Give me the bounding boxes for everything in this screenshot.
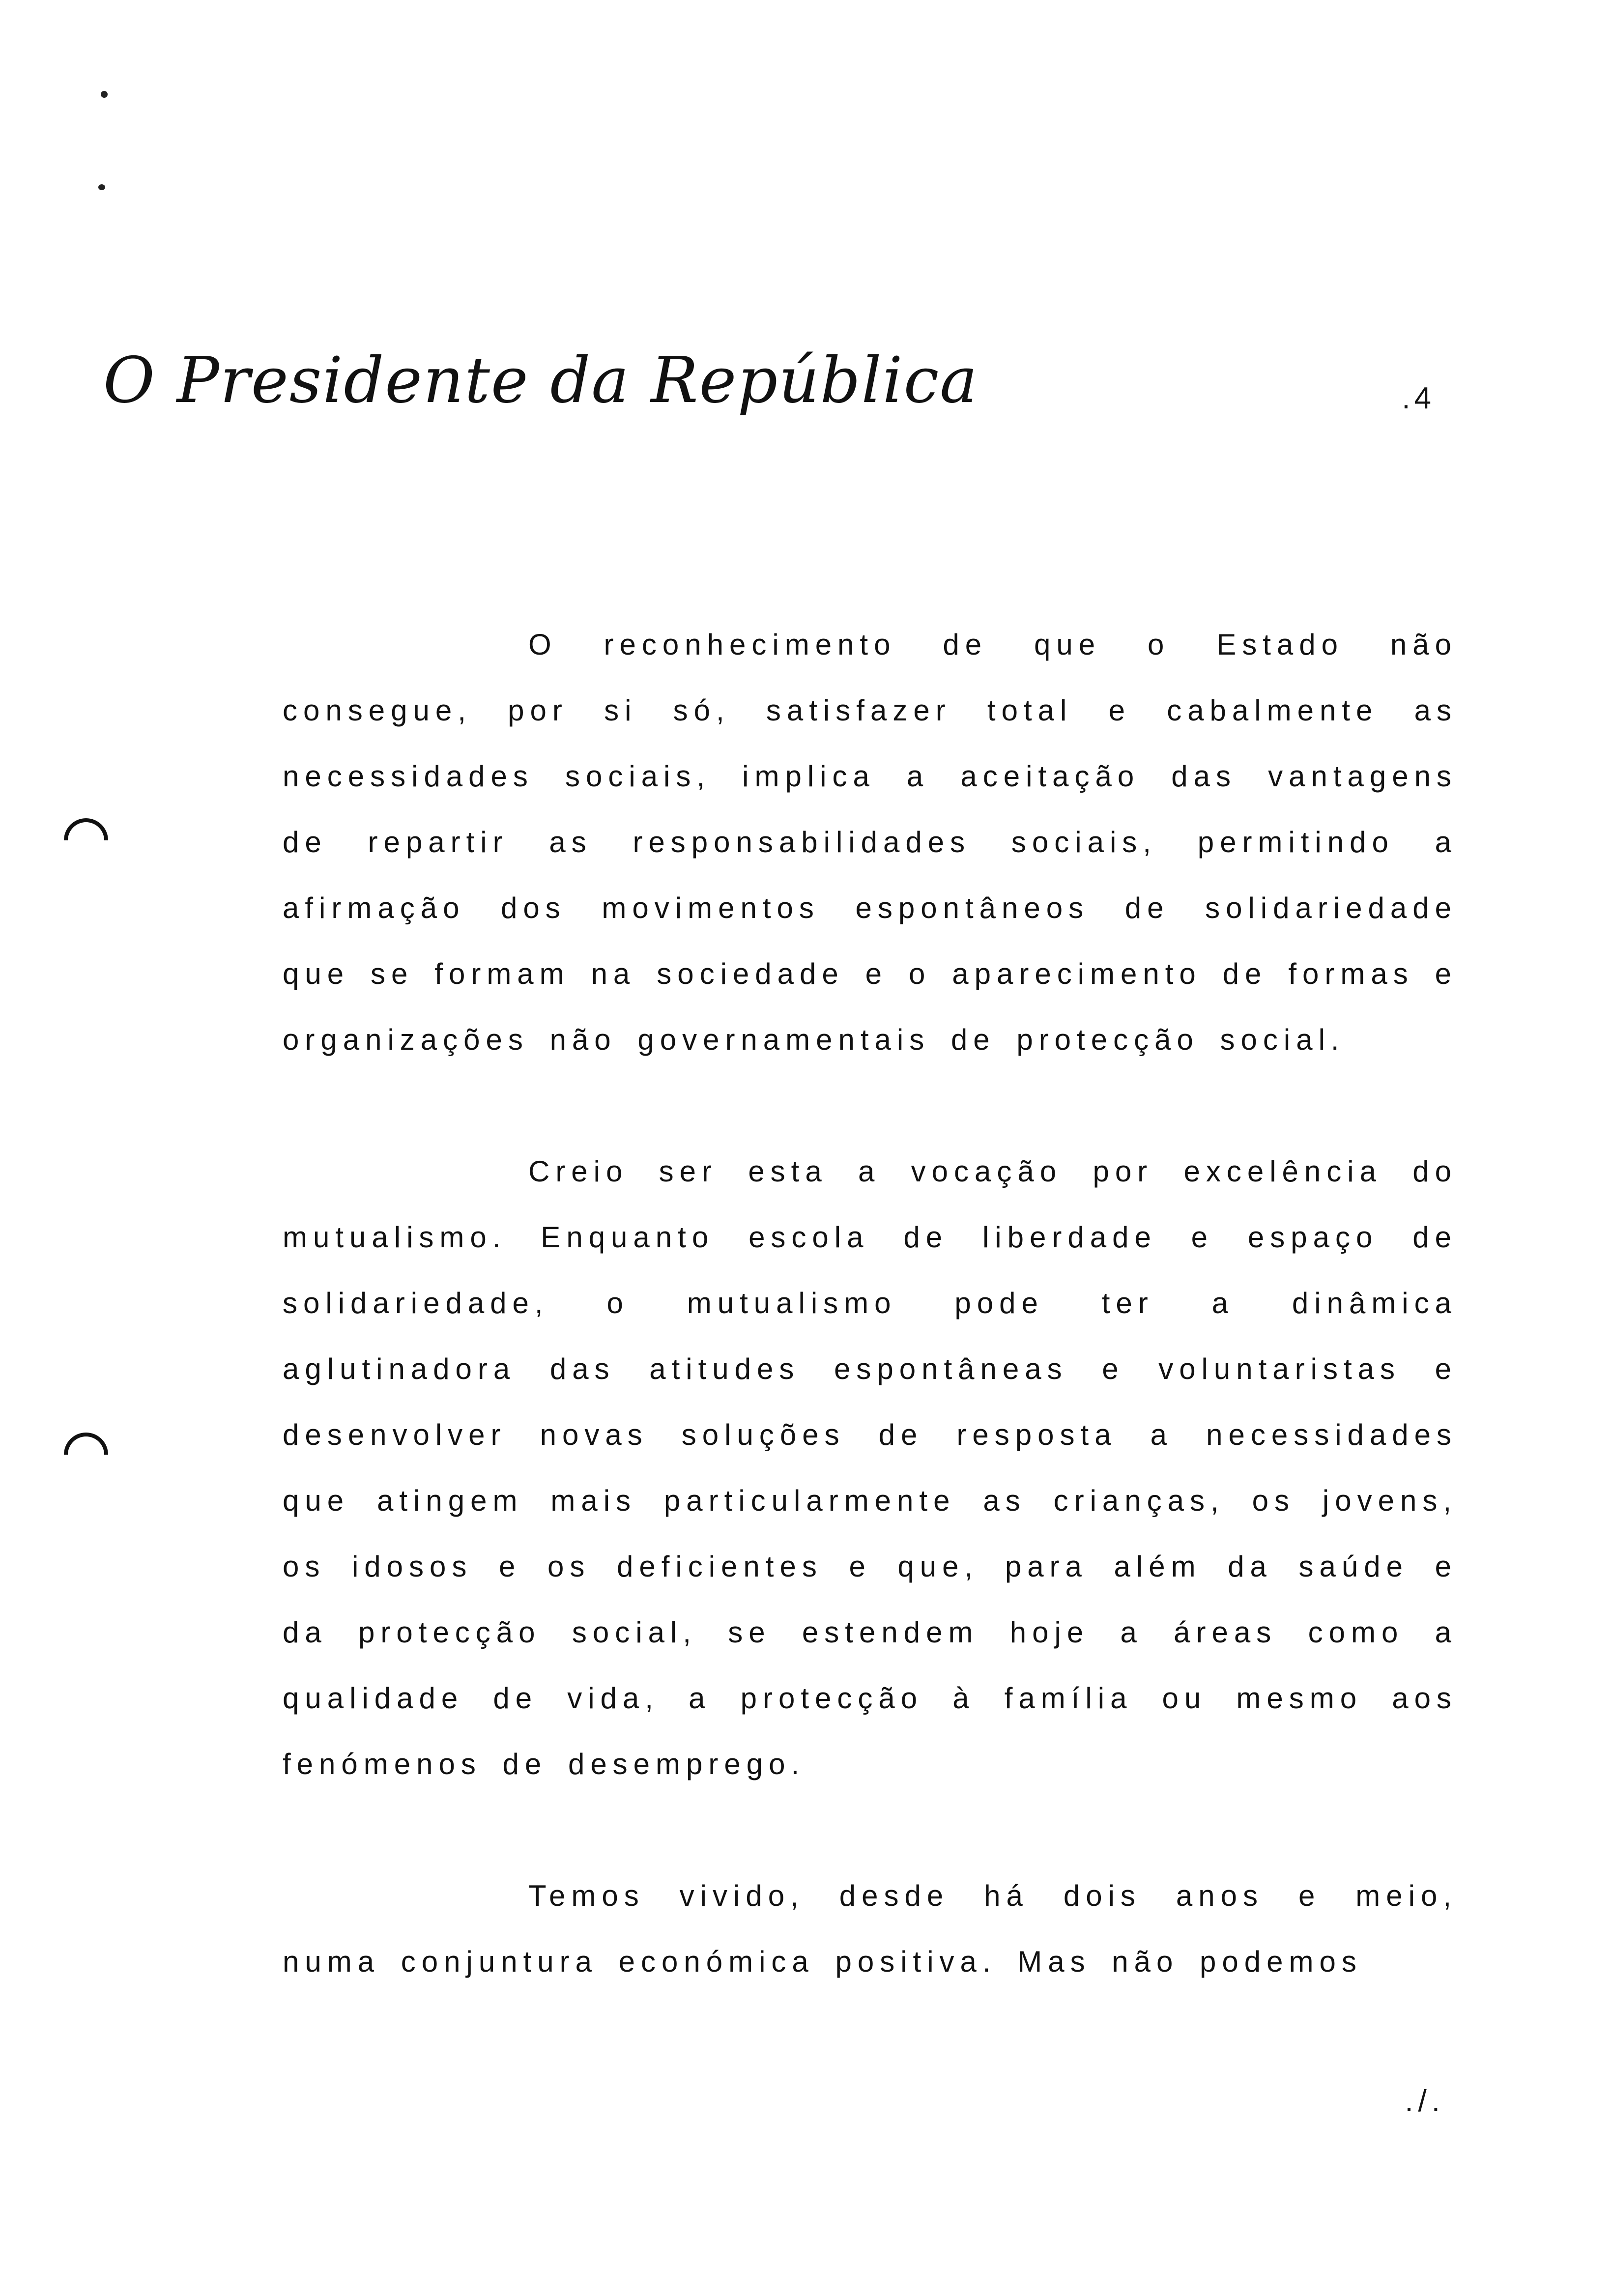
continuation-mark: ./. <box>1405 2084 1445 2118</box>
page-number: .4 <box>1402 381 1435 415</box>
paragraph: Creio ser esta a vocação por excelência do mutualismo. Enquanto escola de liberdade e espaço de solidariedade, o mutualismo pode ter a dinâmica aglutinadora das atitudes espontâneas e voluntaristas e desenvolver novas soluções de resposta a necessidades que atingem mais particularmente as crianças, os jovens, os idosos e os deficientes e que, para além da saúde e da protecção social, se estendem hoje a áreas como a qualidade de vida, a protecção à família ou mesmo aos fenómenos de desemprego. <box>283 1155 1457 1780</box>
punch-hole-mark <box>64 1433 108 1455</box>
scan-speck <box>101 91 108 98</box>
paragraph: O reconhecimento de que o Estado não consegue, por si só, satisfazer total e cabalmente as necessidades sociais, implica a aceitação das vantagens de repartir as responsabilidades sociais, permitindo a afirmação dos movimentos espontâneos de solidariedade que se formam na sociedade e o aparecimento de formas e organizações não governamentais de protecção social. <box>283 628 1457 1056</box>
letterhead-title: O Presidente da República <box>103 344 979 417</box>
paragraph: Temos vivido, desde há dois anos e meio, numa conjuntura económica positiva. Mas não podemos <box>283 1879 1457 1978</box>
punch-hole-mark <box>64 818 108 840</box>
body-text <box>283 612 1457 2061</box>
scan-speck <box>98 184 105 190</box>
